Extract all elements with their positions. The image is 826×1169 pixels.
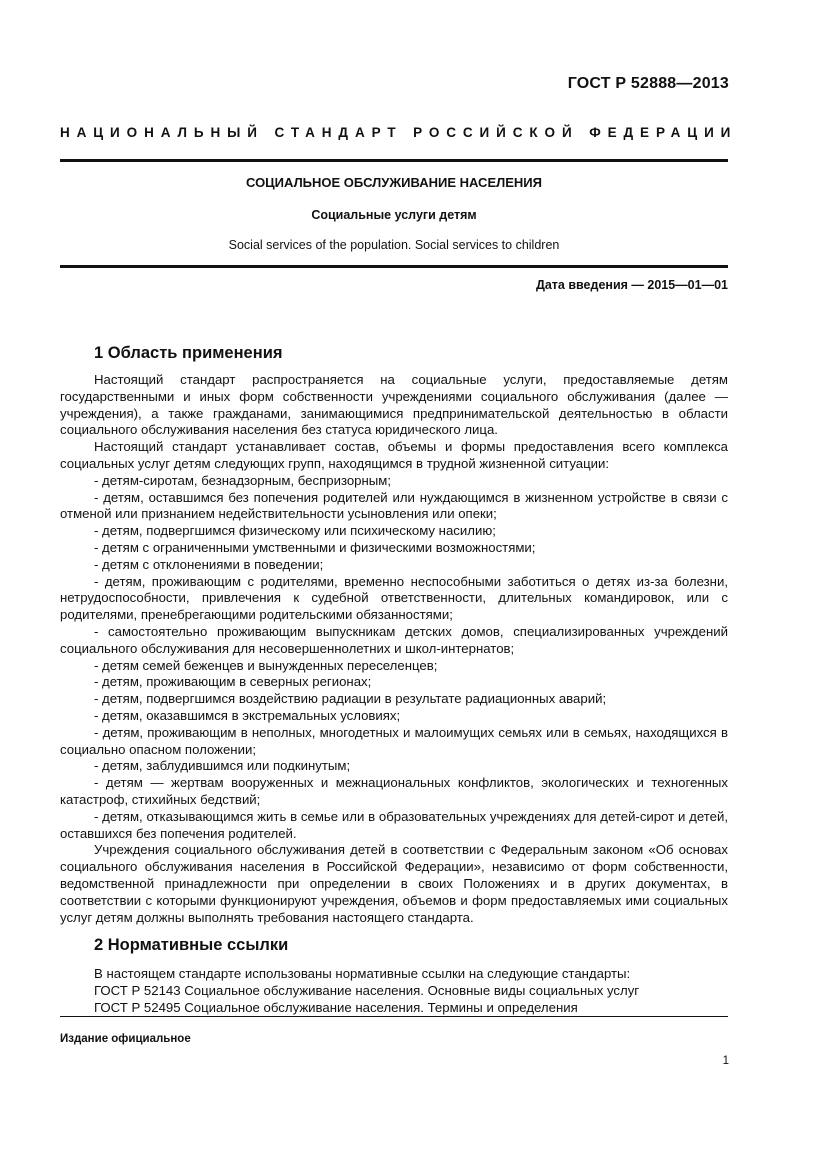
paragraph: Настоящий стандарт устанавливает состав, объемы и формы предоставления всего комплекса социальных услуг детям следующих групп, находящимся в трудной жизненной ситуации: [60, 439, 728, 471]
section-2-heading: 2 Нормативные ссылки [94, 936, 289, 954]
list-item: - детям, заблудившимся или подкинутым; [94, 758, 351, 774]
list-item: - самостоятельно проживающим выпускникам детских домов, специализированных учреждений социального обслуживания для несовершеннолетних и школ-интернатов; [60, 623, 728, 656]
paragraph: Настоящий стандарт распространяется на социальные услуги, предоставляемые детям государственными и иных форм собственности учреждениями социального обслуживания (далее — учреждения), а также гражданами, занимающимися предпринимательской деятельностью в области социального обслуживания населения без статуса юридического лица. [60, 372, 728, 438]
paragraph: Учреждения социального обслуживания детей в соответствии с Федеральным законом «Об основах социального обслуживания населения в Российской Федерации», независимо от форм собственности, ведомственной принадлежности при определении в своих Положениях и в других документах, в соответствии с которыми функционируют учреждения, объемов и форм предоставляемых ими социальных услуг детям должны выполнять требования настоящего стандарта. [60, 842, 728, 925]
document-subtitle: Социальные услуги детям [311, 208, 477, 222]
list-item: - детям — жертвам вооруженных и межнациональных конфликтов, экологических и техногенных катастроф, стихийных бедствий; [60, 775, 728, 807]
list-item: - детям семей беженцев и вынужденных переселенцев; [94, 657, 438, 673]
list-item: - детям, проживающим в неполных, многодетных и малоимущих семьях или в семьях, находящихся в социально опасном положении; [60, 724, 728, 757]
edition-label: Издание официальное [60, 1033, 191, 1045]
section-1-heading: 1 Область применения [94, 344, 283, 362]
list-item: - детям, отказывающимся жить в семье или в образовательных учреждениях для детей-сирот и детей, оставшихся без попечения родителей. [60, 808, 728, 841]
list-item: - детям-сиротам, безнадзорным, беспризорным; [94, 472, 392, 488]
english-title: Social services of the population. Social services to children [228, 238, 560, 252]
reference-item: ГОСТ Р 52495 Социальное обслуживание населения. Термины и определения [94, 999, 578, 1015]
list-item: - детям с ограниченными умственными и физическими возможностями; [94, 539, 536, 555]
list-item: - детям, оставшимся без попечения родителей или нуждающимся в жизненном устройстве в связи с отменой или признанием недействительности усыновления или опеки; [60, 489, 728, 522]
introduction-date: Дата введения — 2015—01—01 [535, 278, 728, 292]
list-item: - детям, проживающим с родителями, временно неспособными заботиться о детях из-за болезни, нетрудоспособности, привлечения к судебной ответственности, длительных командировок, или с родителями, пренебрегающими родительскими обязанностями; [60, 573, 728, 623]
document-code: ГОСТ Р 52888—2013 [567, 75, 729, 92]
page-number: 1 [722, 1055, 729, 1067]
reference-item: ГОСТ Р 52143 Социальное обслуживание населения. Основные виды социальных услуг [94, 982, 640, 998]
list-item: - детям, подвергшимся физическому или психическому насилию; [94, 523, 496, 539]
section-1-body [60, 372, 728, 926]
list-item: - детям, подвергшимся воздействию радиации в результате радиационных аварий; [94, 691, 607, 707]
national-standard-banner: НАЦИОНАЛЬНЫЙ СТАНДАРТ РОССИЙСКОЙ ФЕДЕРАЦИИ [60, 125, 738, 140]
top-divider [60, 159, 728, 162]
list-item: - детям, проживающим в северных регионах; [94, 674, 372, 690]
paragraph: В настоящем стандарте использованы нормативные ссылки на следующие стандарты: [94, 966, 631, 981]
list-item: - детям с отклонениями в поведении; [94, 556, 324, 572]
footer-divider [60, 1016, 728, 1017]
section-2-body [60, 966, 728, 1016]
title-divider [60, 265, 728, 268]
list-item: - детям, оказавшимся в экстремальных условиях; [94, 707, 401, 723]
document-title: СОЦИАЛЬНОЕ ОБСЛУЖИВАНИЕ НАСЕЛЕНИЯ [246, 175, 542, 190]
